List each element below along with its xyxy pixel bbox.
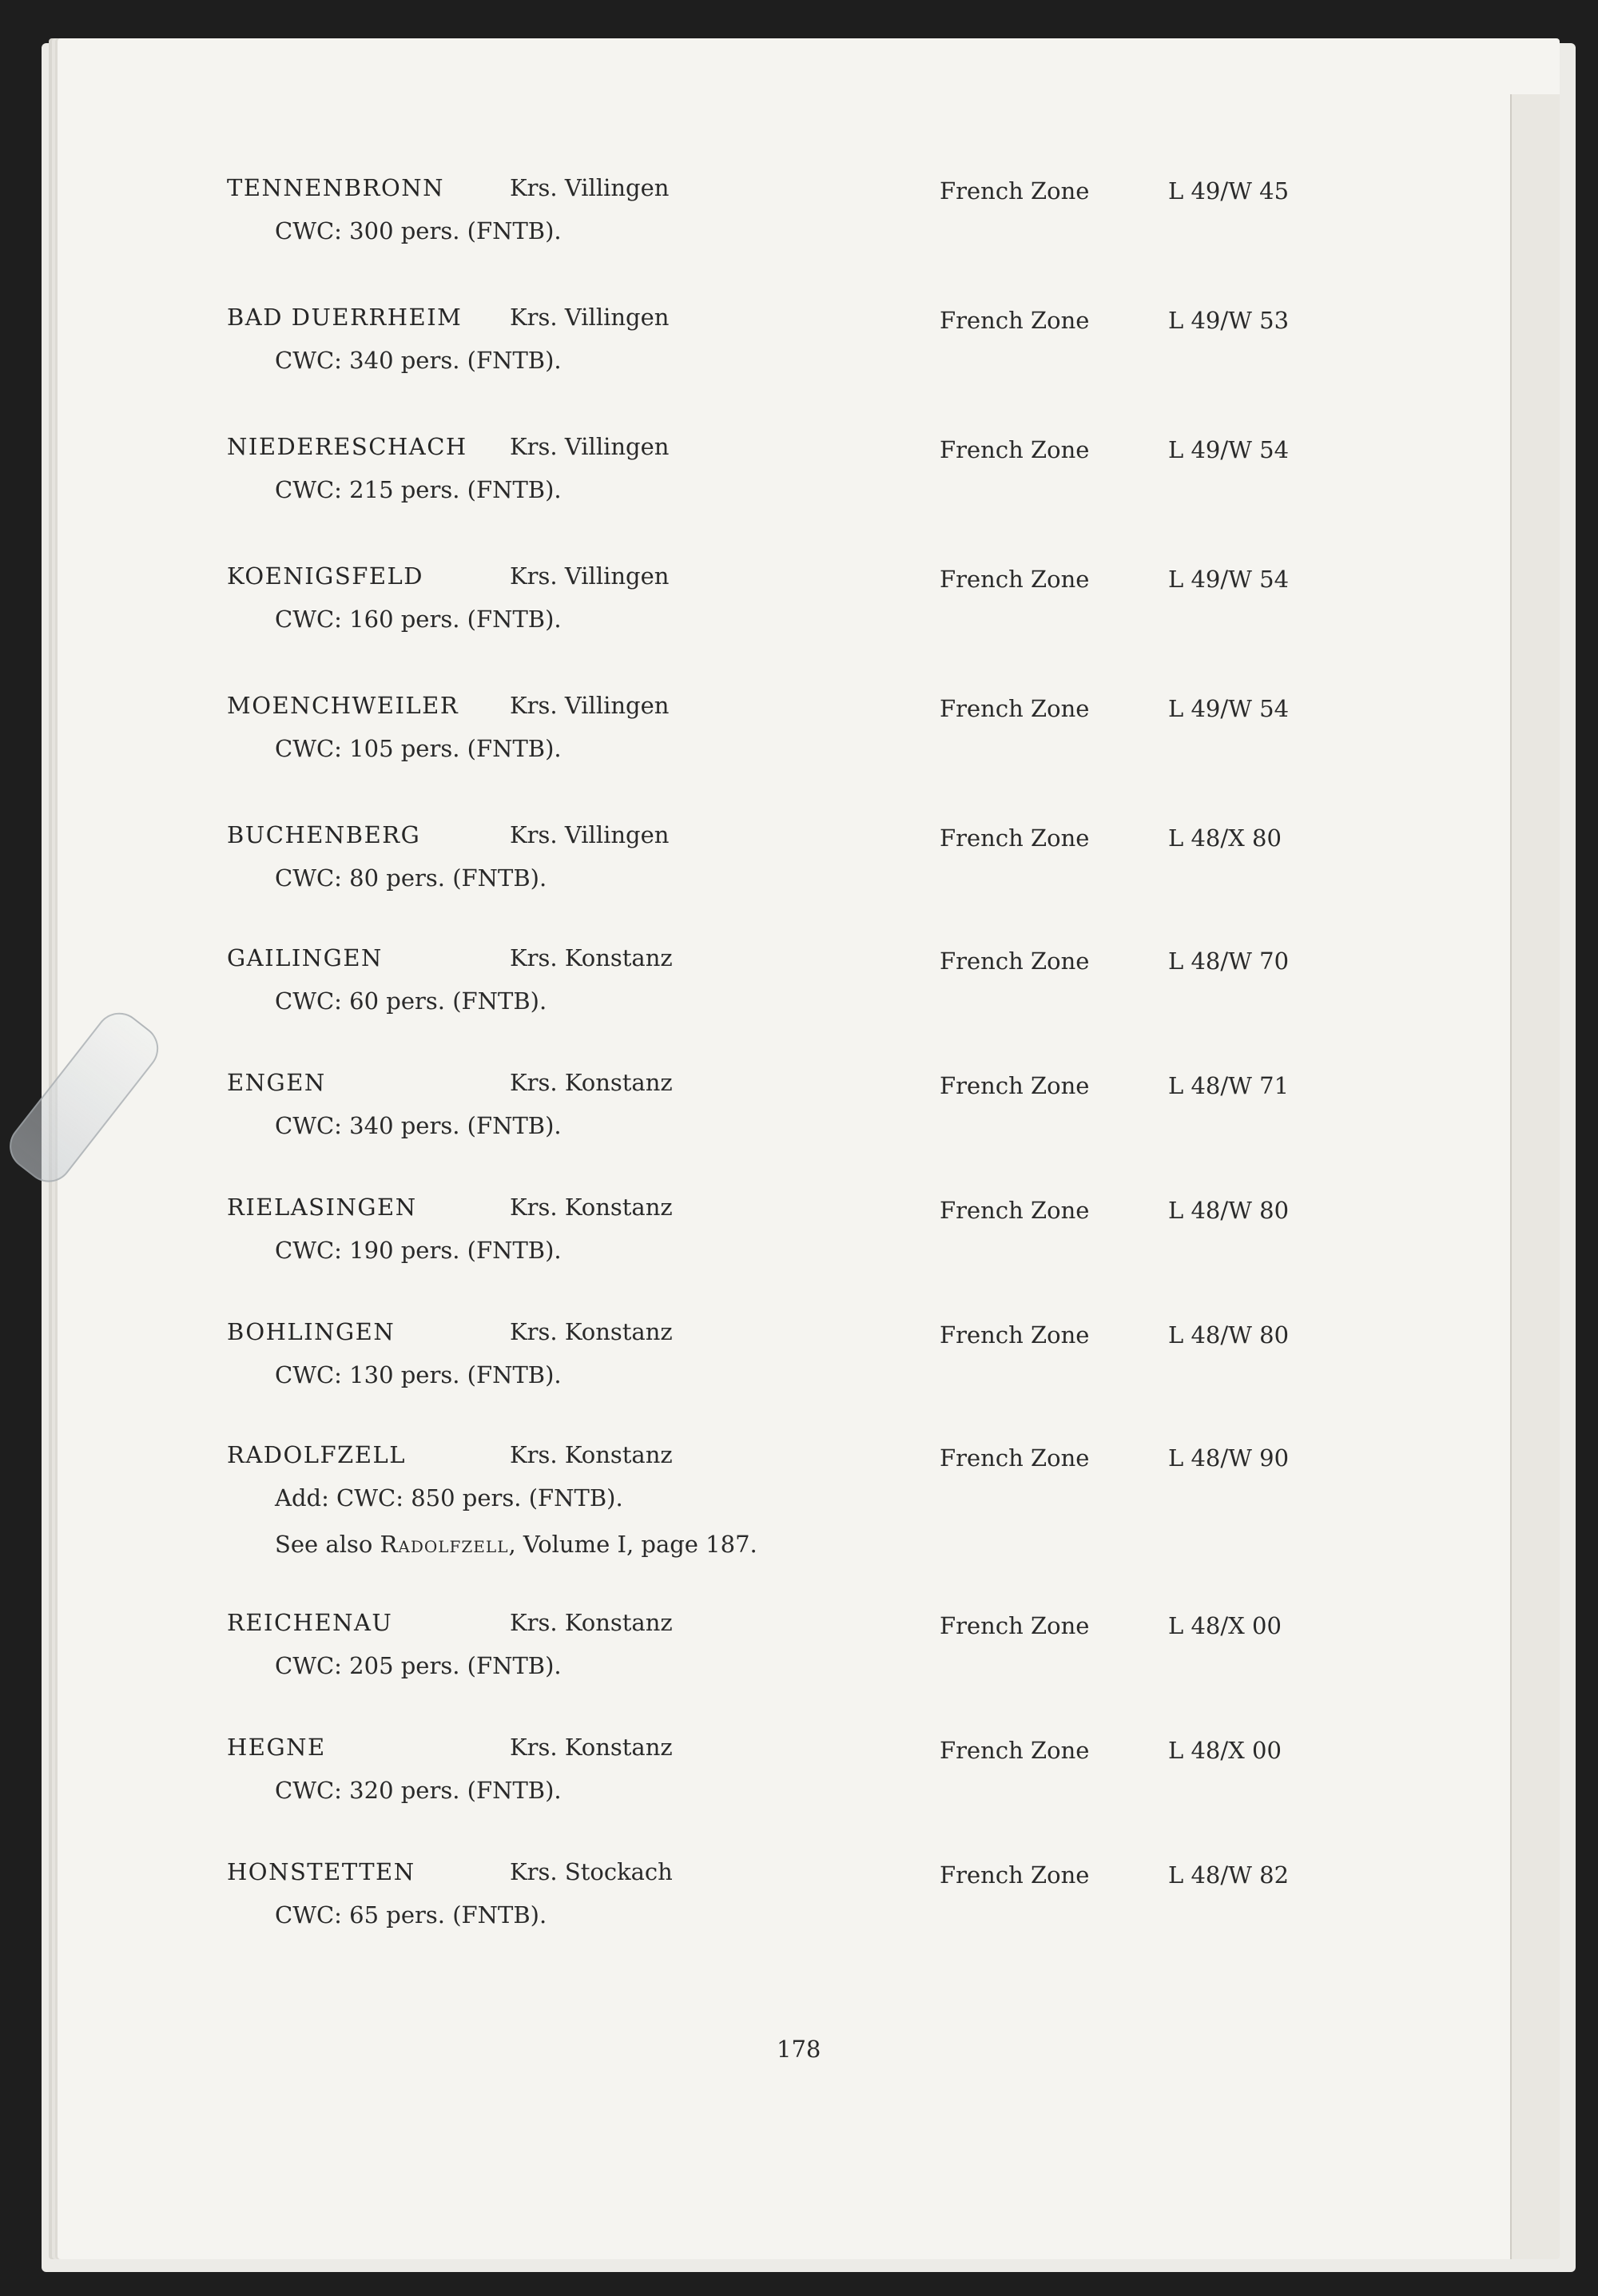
cwc-line: CWC: 205 pers. (FNTB).: [275, 1652, 562, 1679]
place-name: MOENCHWEILER: [227, 692, 459, 719]
document-page: [58, 38, 1560, 2259]
see-also-line: [275, 1531, 757, 1558]
place-name: BOHLINGEN: [227, 1318, 396, 1345]
page-number: 178: [777, 2036, 821, 2063]
district: Krs. Stockach: [510, 1858, 673, 1885]
grid-ref: L 48/W 70: [1168, 947, 1290, 975]
grid-ref: L 48/X 00: [1168, 1612, 1282, 1639]
cwc-line: CWC: 320 pers. (FNTB).: [275, 1777, 562, 1804]
facing-page-edge: [1510, 94, 1560, 2259]
zone: French Zone: [940, 566, 1090, 593]
cwc-line: CWC: 60 pers. (FNTB).: [275, 987, 547, 1015]
place-name: REICHENAU: [227, 1609, 393, 1636]
see-also-suffix: , Volume I, page 187.: [508, 1531, 757, 1558]
grid-ref: L 49/W 54: [1168, 695, 1290, 722]
zone: French Zone: [940, 824, 1090, 852]
place-name: TENNENBRONN: [227, 174, 444, 201]
district: Krs. Konstanz: [510, 944, 673, 971]
grid-ref: L 49/W 54: [1168, 436, 1290, 463]
place-name: KOENIGSFELD: [227, 562, 423, 590]
grid-ref: L 48/W 82: [1168, 1861, 1290, 1889]
grid-ref: L 49/W 53: [1168, 307, 1290, 334]
zone: French Zone: [940, 1072, 1090, 1099]
see-also-prefix: See also: [275, 1531, 380, 1558]
cwc-line: CWC: 130 pers. (FNTB).: [275, 1361, 562, 1388]
zone: French Zone: [940, 1612, 1090, 1639]
zone: French Zone: [940, 1197, 1090, 1224]
district: Krs. Konstanz: [510, 1609, 673, 1636]
cwc-line: CWC: 215 pers. (FNTB).: [275, 476, 562, 503]
zone: French Zone: [940, 1444, 1090, 1472]
place-name: BUCHENBERG: [227, 821, 421, 848]
grid-ref: L 48/W 90: [1168, 1444, 1290, 1472]
see-also-ref: Radolfzell: [380, 1531, 509, 1558]
district: Krs. Konstanz: [510, 1734, 673, 1761]
cwc-line: CWC: 300 pers. (FNTB).: [275, 217, 562, 244]
district: Krs. Villingen: [510, 562, 670, 590]
grid-ref: L 48/X 80: [1168, 824, 1282, 852]
district: Krs. Villingen: [510, 821, 670, 848]
place-name: GAILINGEN: [227, 944, 383, 971]
zone: French Zone: [940, 1737, 1090, 1764]
cwc-line: CWC: 105 pers. (FNTB).: [275, 735, 562, 762]
grid-ref: L 48/W 71: [1168, 1072, 1290, 1099]
zone: French Zone: [940, 695, 1090, 722]
grid-ref: L 48/W 80: [1168, 1321, 1290, 1349]
grid-ref: L 49/W 45: [1168, 177, 1290, 205]
cwc-line: CWC: 190 pers. (FNTB).: [275, 1237, 562, 1264]
grid-ref: L 48/X 00: [1168, 1737, 1282, 1764]
cwc-line: Add: CWC: 850 pers. (FNTB).: [275, 1484, 623, 1511]
district: Krs. Konstanz: [510, 1194, 673, 1221]
zone: French Zone: [940, 1861, 1090, 1889]
place-name: HEGNE: [227, 1734, 326, 1761]
cwc-line: CWC: 80 pers. (FNTB).: [275, 864, 547, 892]
cwc-line: CWC: 340 pers. (FNTB).: [275, 1112, 562, 1139]
place-name: HONSTETTEN: [227, 1858, 415, 1885]
district: Krs. Villingen: [510, 433, 670, 460]
zone: French Zone: [940, 177, 1090, 205]
zone: French Zone: [940, 1321, 1090, 1349]
grid-ref: L 49/W 54: [1168, 566, 1290, 593]
grid-ref: L 48/W 80: [1168, 1197, 1290, 1224]
cwc-line: CWC: 65 pers. (FNTB).: [275, 1901, 547, 1929]
zone: French Zone: [940, 436, 1090, 463]
district: Krs. Villingen: [510, 304, 670, 331]
place-name: RADOLFZELL: [227, 1441, 407, 1468]
district: Krs. Villingen: [510, 692, 670, 719]
zone: French Zone: [940, 947, 1090, 975]
place-name: RIELASINGEN: [227, 1194, 417, 1221]
district: Krs. Konstanz: [510, 1441, 673, 1468]
zone: French Zone: [940, 307, 1090, 334]
district: Krs. Villingen: [510, 174, 670, 201]
cwc-line: CWC: 340 pers. (FNTB).: [275, 347, 562, 374]
district: Krs. Konstanz: [510, 1069, 673, 1096]
place-name: BAD DUERRHEIM: [227, 304, 463, 331]
cwc-line: CWC: 160 pers. (FNTB).: [275, 606, 562, 633]
place-name: ENGEN: [227, 1069, 326, 1096]
district: Krs. Konstanz: [510, 1318, 673, 1345]
place-name: NIEDERESCHACH: [227, 433, 467, 460]
